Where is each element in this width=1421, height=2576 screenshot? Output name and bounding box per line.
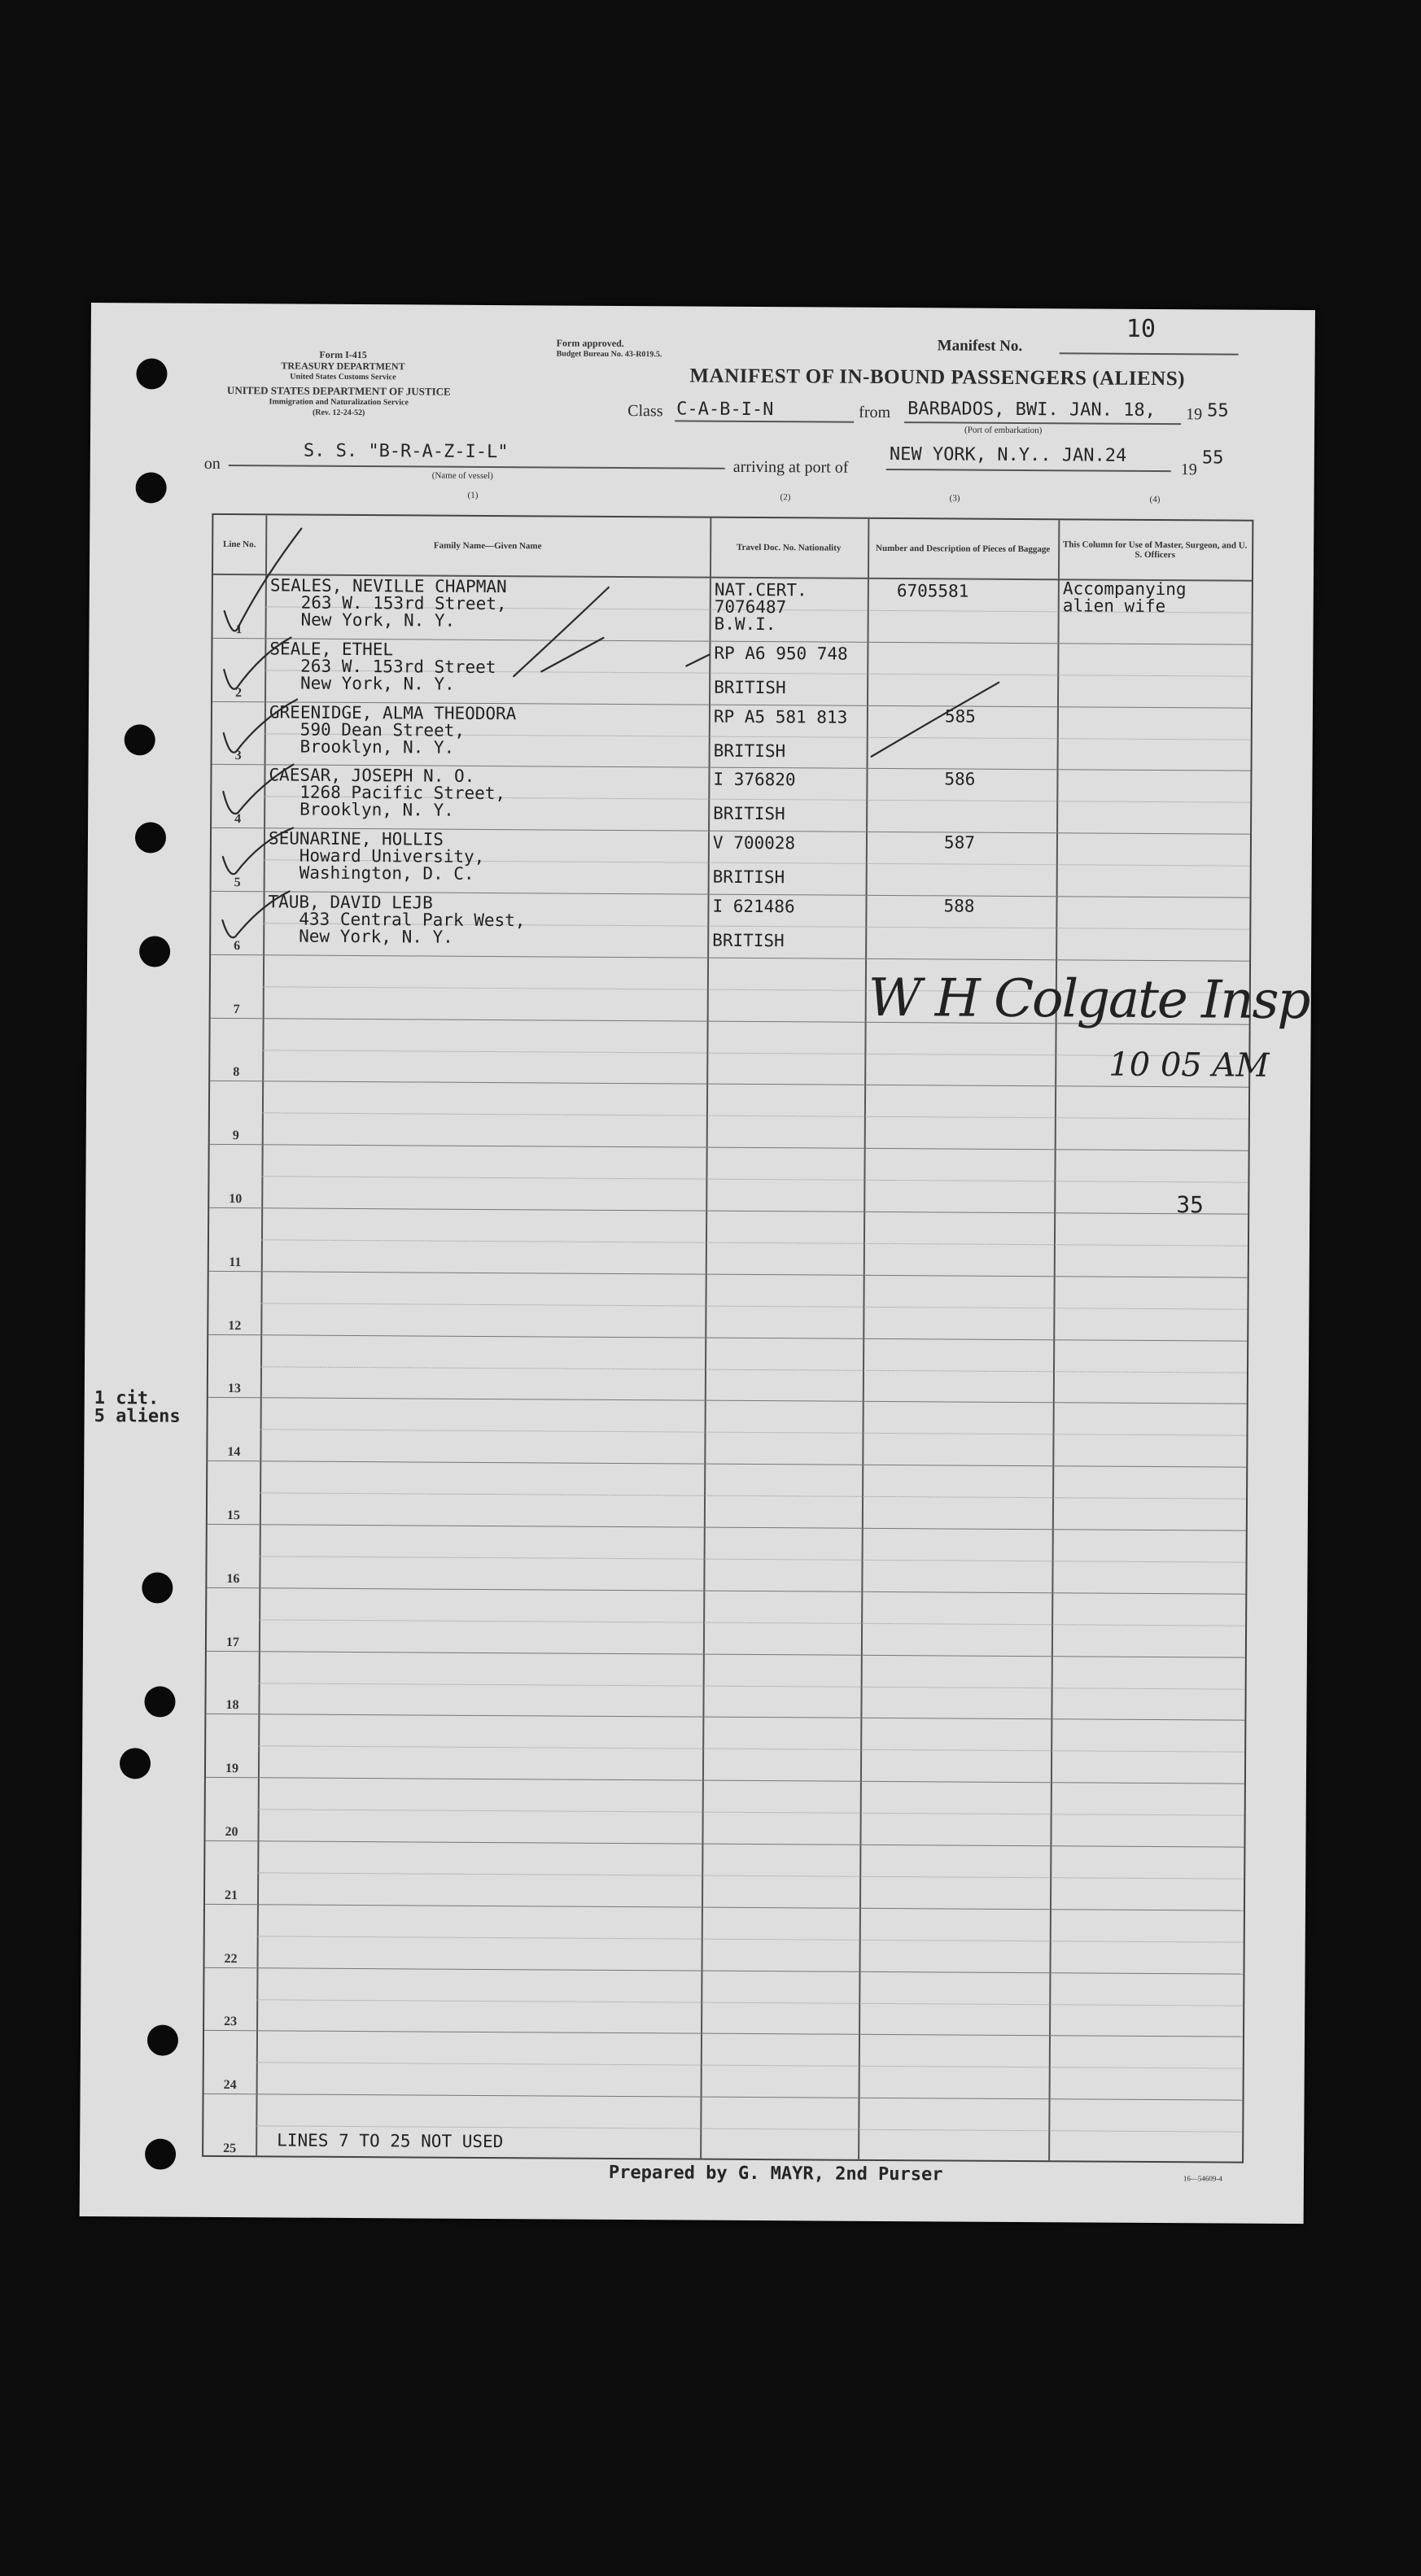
inspector-signature: W H Colgate Insp [868,967,1310,1032]
line-number: 6 [234,938,241,953]
table-row [206,1714,1244,1784]
margin-note: 1 cit. 5 aliens [94,1388,181,1427]
col-header-baggage: Number and Description of Pieces of Baggage [875,543,1051,555]
punch-hole [125,724,155,755]
line-number: 5 [234,875,241,890]
officer-note: Accompanying alien wife [1062,579,1187,617]
punch-hole [145,2138,176,2169]
line-number: 12 [228,1318,242,1333]
passenger-name: SEALE, ETHEL 263 W. 153rd Street New York, N. Y. [269,639,496,694]
line-number: 1 [235,622,243,636]
punch-hole [135,822,166,853]
line-number: 23 [224,2015,238,2029]
form-revision: (Rev. 12-24-52) [312,408,365,418]
col-header-name: Family Name—Given Name [433,540,542,552]
punch-hole [135,472,166,503]
line-number: 13 [227,1382,241,1396]
col-header-line: Line No. [222,539,256,550]
punch-hole [120,1748,151,1779]
table-row [203,2094,1242,2164]
lines-not-used-note: LINES 7 TO 25 NOT USED [277,2130,504,2152]
table-row [212,639,1251,709]
col-num-3: (3) [949,493,960,504]
baggage: 585 [944,706,976,727]
table-row [208,1334,1247,1404]
manifest-number: 10 [1126,314,1156,343]
punch-hole [144,1686,175,1717]
travel-doc: I 376820 BRITISH [713,770,796,824]
col-num-4: (4) [1149,494,1161,505]
from-value: BARBADOS, BWI. JAN. 18, [907,399,1156,421]
table-row [209,1208,1248,1278]
arrival-underline [886,469,1171,472]
col-num-2: (2) [780,492,791,503]
table-row [208,1398,1246,1468]
form-approved: Form approved. [556,337,624,350]
arrival-value: NEW YORK, N.Y.. JAN.24 [889,443,1127,466]
from-underline [904,421,1181,425]
from-year: 55 [1207,400,1229,421]
manifest-no-underline [1060,352,1239,355]
table-row [204,1967,1243,2037]
line-number: 14 [227,1445,241,1460]
baggage: 587 [943,832,975,853]
form-number: Form I-415 [319,348,367,361]
arriving-label: arriving at port of [732,457,849,477]
baggage: 586 [944,769,976,790]
class-underline [675,420,854,422]
baggage: 6705581 [896,581,969,601]
travel-doc: V 700028 BRITISH [712,832,796,888]
table-row [204,2031,1243,2101]
manifest-title: MANIFEST OF IN-BOUND PASSENGERS (ALIENS) [689,365,1186,391]
table-row [205,1841,1244,1911]
line-number: 19 [225,1762,239,1776]
passenger-name: GREENIDGE, ALMA THEODORA 590 Dean Street, Brooklyn, N. Y. [269,701,517,758]
line-number: 2 [235,685,243,700]
table-row [211,892,1249,962]
table-row [207,1588,1245,1658]
table-row [207,1525,1245,1595]
vessel-name: S. S. "B-R-A-Z-I-L" [303,440,509,463]
line-number: 15 [226,1508,240,1523]
prepared-by: Prepared by G. MAYR, 2nd Purser [608,2162,943,2185]
punch-hole [142,1572,173,1603]
line-number: 4 [234,812,242,827]
treasury-dept: TREASURY DEPARTMENT [281,360,405,373]
manifest-table [202,513,1253,2163]
line-number: 7 [233,1002,240,1016]
punch-hole [136,358,167,389]
line-number: 25 [223,2142,237,2156]
table-row [212,765,1250,835]
line-number: 10 [229,1192,243,1207]
form-code: 16—54609-4 [1183,2174,1222,2183]
passenger-name: SEUNARINE, HOLLIS Howard University, Washington, D. C. [268,828,485,884]
table-row [212,575,1251,645]
table-body [203,575,1252,2162]
travel-doc: RP A6 950 748 BRITISH [714,643,848,698]
table-row [205,1778,1244,1848]
line-number: 24 [223,2078,237,2093]
manifest-page [80,303,1315,2224]
table-row [210,1081,1248,1151]
table-row [212,828,1250,898]
line-number: 20 [225,1825,238,1840]
on-label: on [203,454,221,473]
customs-service: United States Customs Service [290,372,396,382]
punch-hole [147,2024,178,2055]
line-number: 18 [225,1698,239,1713]
table-row [205,1905,1244,1975]
passenger-name: SEALES, NEVILLE CHAPMAN 263 W. 153rd Street, New York, N. Y. [269,575,507,631]
line-number: 3 [234,749,242,763]
line-number: 11 [229,1255,242,1269]
embark-caption: (Port of embarkation) [964,425,1043,436]
travel-doc: NAT.CERT. 7076487 B.W.I. [714,579,807,635]
line-number: 8 [233,1065,240,1080]
arrival-year-prefix: 19 [1180,461,1197,479]
line-number: 21 [224,1888,238,1902]
time-note: 10 05 AM [1108,1046,1270,1085]
col-header-travel: Travel Doc. No. Nationality [736,542,842,553]
travel-doc: I 621486 BRITISH [712,896,795,951]
table-row [208,1461,1246,1531]
passenger-name: CAESAR, JOSEPH N. O. 1268 Pacific Street, Brooklyn, N. Y. [269,765,506,821]
justice-dept: UNITED STATES DEPARTMENT OF JUSTICE [226,384,451,398]
manifest-no-label: Manifest No. [937,337,1023,355]
vessel-underline [229,465,725,469]
col-num-1: (1) [467,490,479,500]
ins-service: Immigration and Naturalization Service [269,397,409,408]
line-number: 22 [224,1951,238,1966]
line-number: 16 [226,1571,240,1586]
line-number: 9 [232,1129,239,1143]
class-value: C-A-B-I-N [676,399,774,421]
line-number: 17 [225,1635,239,1649]
table-row [206,1651,1244,1721]
vessel-caption: (Name of vessel) [431,470,493,482]
stamp-number: 35 [1176,1191,1205,1219]
table-row [212,702,1251,772]
class-label: Class [627,402,663,421]
from-label: from [859,403,891,422]
travel-doc: RP A5 581 813 BRITISH [713,706,848,761]
from-year-prefix: 19 [1186,405,1203,424]
baggage: 588 [943,896,975,916]
col-header-officers: This Column for Use of Master, Surgeon, and U. S. Officers [1062,539,1248,561]
passenger-name: TAUB, DAVID LEJB 433 Central Park West, New York, N. Y. [268,892,526,947]
table-row [209,1145,1248,1219]
table-row [208,1272,1247,1342]
arrival-year: 55 [1201,448,1224,469]
punch-hole [139,936,170,967]
budget-bureau: Budget Bureau No. 43-R019.5. [556,349,662,360]
